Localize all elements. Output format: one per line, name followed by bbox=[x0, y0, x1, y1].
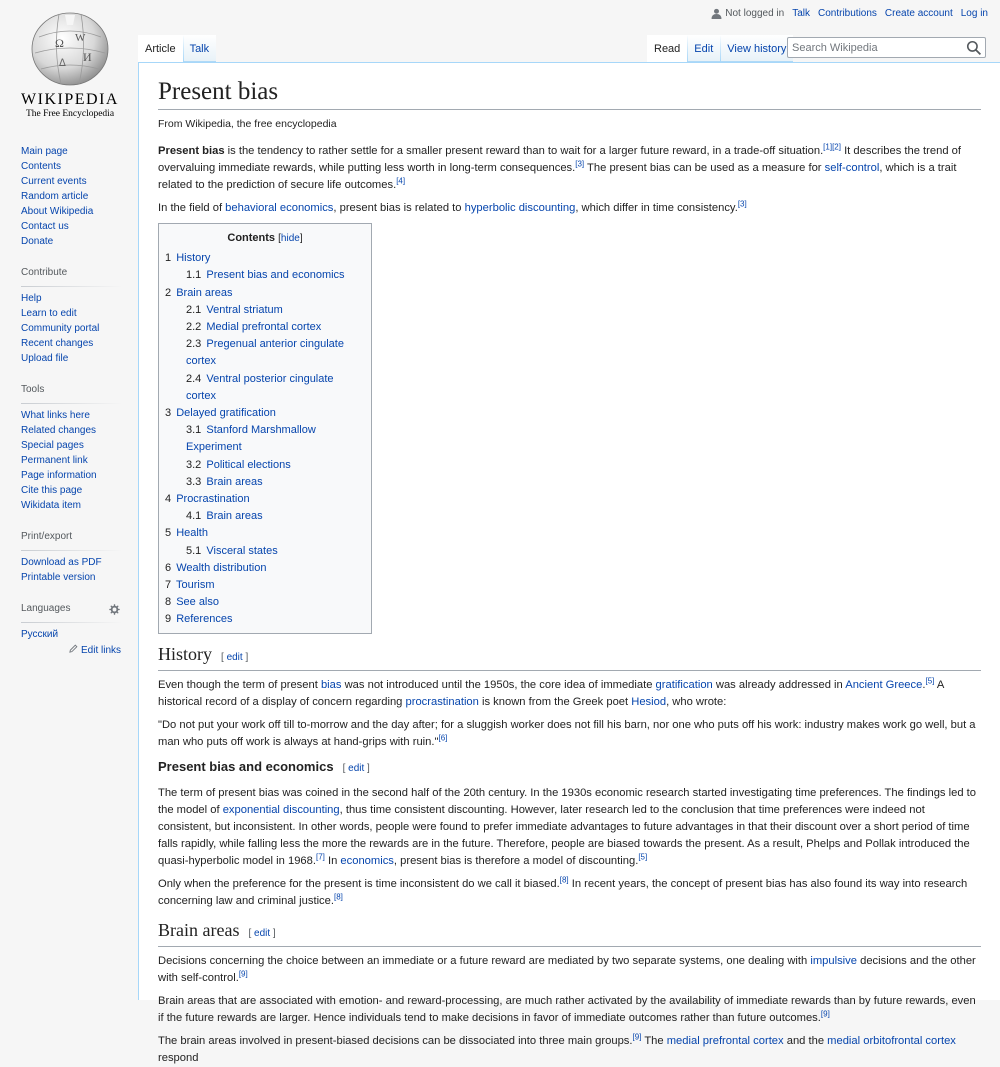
section-heading-history bbox=[158, 642, 981, 671]
toc-text: Brain areas bbox=[176, 286, 233, 299]
sidebar-tools bbox=[21, 380, 121, 513]
tab-edit[interactable] bbox=[687, 35, 720, 62]
ref-6[interactable]: [6] bbox=[438, 732, 448, 742]
link-gratification[interactable]: gratification bbox=[655, 678, 713, 691]
toc-link[interactable] bbox=[165, 252, 210, 264]
section-heading-brain-areas bbox=[158, 918, 981, 947]
toc-number: 6 bbox=[165, 561, 172, 574]
not-logged-in bbox=[711, 8, 784, 19]
toc-item bbox=[165, 285, 365, 405]
svg-text:ᐃ: ᐃ bbox=[59, 58, 66, 69]
sidebar-item-random-article[interactable]: Random article bbox=[21, 191, 89, 202]
toc-link[interactable] bbox=[165, 493, 250, 505]
toc-subitem bbox=[186, 302, 365, 319]
sidebar-item-cite-this-page[interactable]: Cite this page bbox=[21, 485, 83, 496]
toc-subitem bbox=[186, 508, 365, 525]
sidebar-print bbox=[21, 527, 121, 585]
intro-text-2: It describes the trend of overvaluing immediate rewards, while putting less worth in long-term consequences. bbox=[158, 145, 961, 174]
log-in-link[interactable]: Log in bbox=[960, 8, 988, 19]
brain2-text-1: Brain areas that are associated with emotion- and reward-processing, are much rather activated by the availability of immediate rewards than by future rewards, even if the future rewards are larger. Hence individuals tend to make decisions in favor of immediate outcomes rather than future outcomes. bbox=[158, 994, 976, 1024]
section-title-economics: Present bias and economics bbox=[158, 758, 334, 774]
svg-text:W: W bbox=[75, 32, 86, 44]
ref-8b[interactable]: [8] bbox=[333, 891, 343, 901]
economics2-text-2: In recent years, the concept of present bias has also found its way into research concerning law and criminal justice. bbox=[158, 877, 968, 907]
link-exponential-discounting[interactable]: exponential discounting bbox=[222, 803, 340, 816]
link-behavioral-economics[interactable]: behavioral economics bbox=[225, 202, 334, 214]
toc-link[interactable] bbox=[186, 459, 291, 471]
brain-text-2: decisions and the other with self-control. bbox=[158, 954, 976, 984]
intro2-text-3: , which differ in time consistency. bbox=[575, 202, 738, 214]
toc-number: 2.2 bbox=[186, 321, 202, 334]
section-edit-economics: [ edit ] bbox=[342, 762, 370, 774]
view-tabs bbox=[647, 35, 793, 62]
toc-hide-button[interactable]: hide bbox=[280, 233, 300, 244]
toc-subitem bbox=[186, 319, 365, 336]
edit-links[interactable] bbox=[21, 644, 121, 656]
sidebar-navigation bbox=[21, 144, 121, 249]
edit-brain-areas-link[interactable]: edit bbox=[254, 927, 271, 939]
toc-text: Political elections bbox=[206, 458, 291, 471]
sidebar-item-contents[interactable]: Contents bbox=[21, 161, 62, 172]
brain3-text-2: The bbox=[641, 1034, 667, 1047]
link-bias[interactable]: bias bbox=[320, 678, 342, 691]
history-paragraph bbox=[158, 677, 981, 711]
brain3-text-3: and the bbox=[783, 1034, 828, 1047]
intro2-text-2: , present bias is related to bbox=[333, 202, 465, 214]
sidebar-item-upload-file[interactable]: Upload file bbox=[21, 353, 69, 364]
brain-text-1: Decisions concerning the choice between an immediate or a future reward are mediated by two separate systems, one dealing with bbox=[158, 954, 811, 967]
intro-text-3: The present bias can be used as a measure for bbox=[584, 162, 825, 174]
sidebar-item-learn-to-edit[interactable]: Learn to edit bbox=[21, 308, 77, 319]
sidebar-item-about[interactable]: About Wikipedia bbox=[21, 206, 94, 217]
toc-number: 2.4 bbox=[186, 372, 202, 385]
ref-5b[interactable]: [5] bbox=[638, 851, 648, 861]
history-text-1: Even though the term of present bbox=[158, 678, 321, 691]
economics-paragraph-1 bbox=[158, 785, 981, 870]
toc-number: 4.1 bbox=[186, 510, 202, 523]
toc-subitem bbox=[186, 422, 365, 456]
toc-link[interactable] bbox=[186, 321, 321, 333]
link-medial-prefrontal-cortex[interactable]: medial prefrontal cortex bbox=[666, 1034, 784, 1047]
languages-label: Languages bbox=[21, 603, 71, 614]
toc-item bbox=[165, 491, 365, 525]
ref-4[interactable]: [4] bbox=[396, 176, 406, 186]
sidebar-item-main-page[interactable]: Main page bbox=[21, 146, 68, 157]
toc-text: Brain areas bbox=[206, 475, 263, 488]
tab-talk-label[interactable]: Talk bbox=[189, 43, 210, 55]
ref-9c[interactable]: [9] bbox=[632, 1031, 642, 1041]
sidebar-item-language-russian[interactable]: Русский bbox=[21, 629, 59, 640]
intro-paragraph-2 bbox=[158, 200, 981, 217]
sidebar-item-help[interactable]: Help bbox=[21, 293, 42, 304]
history-text-2: was not introduced until the 1950s, the core idea of immediate bbox=[341, 678, 656, 691]
history-text-4: . bbox=[922, 678, 926, 691]
toc-number: 3.3 bbox=[186, 475, 202, 488]
section-heading-economics bbox=[158, 757, 981, 779]
link-impulsive[interactable]: impulsive bbox=[810, 954, 857, 967]
toc-number: 7 bbox=[165, 579, 172, 592]
economics-text-4: , present bias is therefore a model of discounting. bbox=[393, 854, 639, 867]
link-economics[interactable]: economics bbox=[340, 854, 394, 867]
brain-paragraph-3 bbox=[158, 1033, 981, 1067]
search-icon[interactable] bbox=[966, 40, 982, 56]
hesiod-quote bbox=[158, 717, 981, 751]
create-account-link[interactable]: Create account bbox=[884, 8, 953, 19]
toc-text: Medial prefrontal cortex bbox=[206, 321, 322, 334]
sidebar-item-community-portal[interactable]: Community portal bbox=[21, 323, 100, 334]
toc-text: Present bias and economics bbox=[206, 269, 345, 282]
toc-text: Stanford Marshmallow Experiment bbox=[186, 424, 316, 454]
sidebar-item-download-pdf[interactable]: Download as PDF bbox=[21, 557, 102, 568]
toc-title bbox=[165, 230, 365, 247]
toc-number: 5.1 bbox=[186, 544, 202, 557]
toc-link[interactable] bbox=[186, 373, 334, 402]
tab-read-label: Read bbox=[654, 43, 681, 55]
history-text-7: , who wrote: bbox=[666, 695, 727, 708]
personal-contributions-link[interactable]: Contributions bbox=[818, 8, 877, 19]
toc-link[interactable] bbox=[165, 579, 215, 591]
toc-item bbox=[165, 250, 365, 284]
link-hesiod[interactable]: Hesiod bbox=[631, 695, 667, 708]
search-box bbox=[787, 37, 986, 58]
link-medial-orbitofrontal-cortex[interactable]: medial orbitofrontal cortex bbox=[827, 1034, 956, 1047]
tab-read[interactable] bbox=[647, 35, 687, 62]
section-edit-history: [ edit ] bbox=[221, 651, 249, 663]
sidebar bbox=[21, 144, 121, 670]
main-content bbox=[138, 62, 1000, 1064]
ref-9[interactable]: [9] bbox=[238, 968, 248, 978]
toc-subitem bbox=[186, 457, 365, 474]
toc-link[interactable] bbox=[186, 304, 283, 316]
history-text-3: was already addressed in bbox=[712, 678, 846, 691]
toc-subitem bbox=[186, 267, 365, 284]
brain-paragraph-1 bbox=[158, 953, 981, 987]
toc-text: Visceral states bbox=[206, 544, 278, 557]
sidebar-item-donate[interactable]: Donate bbox=[21, 236, 54, 247]
tab-talk[interactable] bbox=[183, 35, 217, 62]
toc-text: See also bbox=[176, 596, 219, 609]
edit-links-label[interactable]: Edit links bbox=[80, 645, 121, 656]
toc-link[interactable] bbox=[186, 476, 263, 488]
svg-text:Ω: Ω bbox=[55, 36, 64, 50]
toc-link[interactable] bbox=[186, 269, 345, 281]
toc-link[interactable] bbox=[186, 424, 316, 453]
toc-text: History bbox=[176, 252, 211, 265]
toc-number: 2 bbox=[165, 286, 172, 299]
toc-item bbox=[165, 560, 365, 577]
edit-economics-link[interactable]: edit bbox=[348, 762, 365, 774]
sidebar-item-contact[interactable]: Contact us bbox=[21, 221, 69, 232]
ref-1-2[interactable]: [1][2] bbox=[823, 142, 841, 152]
toc-item bbox=[165, 525, 365, 559]
toc-toggle: [hide] bbox=[278, 233, 303, 244]
toc-text: Pregenual anterior cingulate cortex bbox=[186, 338, 344, 368]
tab-view-history-label[interactable]: View history bbox=[727, 43, 787, 55]
link-ancient-greece[interactable]: Ancient Greece bbox=[845, 678, 923, 691]
toc-number: 5 bbox=[165, 527, 172, 540]
ref-3[interactable]: [3] bbox=[575, 159, 585, 169]
economics-text-2: , thus time consistent discounting. However, later research led to the conclusion that time preferences were indeed not consistent, but inconsistent. In other words, people were found to prefer immediate advantages to future advantages in that their discount over a short period of time falls rapidly, while falling less the more the rewards are in the future. Therefore, people are biased towards the present. As a result, Phelps and Pollak introduced the quasi-hyperbolic model in 1968. bbox=[158, 803, 970, 867]
intro-bold-term: Present bias bbox=[158, 145, 225, 157]
sidebar-heading-tools: Tools bbox=[21, 380, 121, 404]
toc-number: 1.1 bbox=[186, 269, 202, 282]
toc-text: Wealth distribution bbox=[176, 561, 267, 574]
toc-item bbox=[165, 611, 365, 628]
toc-number: 3.2 bbox=[186, 458, 202, 471]
link-self-control[interactable]: self-control bbox=[824, 162, 880, 174]
sidebar-item-related-changes[interactable]: Related changes bbox=[21, 425, 97, 436]
sidebar-item-wikidata-item[interactable]: Wikidata item bbox=[21, 500, 82, 511]
toc-text: Ventral striatum bbox=[206, 303, 283, 316]
toc-text: Health bbox=[176, 527, 208, 540]
tab-view-history[interactable] bbox=[720, 35, 793, 62]
toc-subitem bbox=[186, 474, 365, 491]
intro-text-1: is the tendency to rather settle for a smaller present reward than to wait for a larger future reward, in a trade-off situation. bbox=[224, 145, 824, 157]
ref-7[interactable]: [7] bbox=[315, 851, 325, 861]
economics2-text-1: Only when the preference for the present is time inconsistent do we call it biased. bbox=[158, 877, 560, 890]
toc-text: References bbox=[176, 613, 233, 626]
toc-number: 2.1 bbox=[186, 303, 202, 316]
logo-tagline: The Free Encyclopedia bbox=[25, 109, 115, 119]
ref-3b[interactable]: [3] bbox=[737, 199, 747, 209]
toc-item bbox=[165, 405, 365, 491]
personal-tools bbox=[711, 8, 988, 19]
pencil-icon bbox=[69, 644, 78, 653]
toc-link[interactable] bbox=[165, 287, 232, 299]
link-hyperbolic-discounting[interactable]: hyperbolic discounting bbox=[464, 202, 576, 214]
toc-link[interactable] bbox=[165, 562, 266, 574]
section-edit-brain-areas: [ edit ] bbox=[248, 927, 276, 939]
toc-list bbox=[165, 250, 365, 628]
toc-link[interactable] bbox=[165, 407, 276, 419]
toc-number: 1 bbox=[165, 252, 172, 265]
sidebar-contribute bbox=[21, 263, 121, 366]
toc-item bbox=[165, 577, 365, 594]
section-title-history: History bbox=[158, 643, 212, 664]
page-title: Present bias bbox=[158, 77, 981, 110]
toc-text: Delayed gratification bbox=[176, 407, 276, 420]
personal-talk-link[interactable]: Talk bbox=[792, 8, 810, 19]
wikipedia-logo[interactable] bbox=[20, 8, 120, 123]
economics-text-1: The term of present bias was coined in the second half of the 20th century. In the 1930s economic research started investigating time preferences. The findings led to the model of bbox=[158, 786, 976, 816]
edit-history-link[interactable]: edit bbox=[226, 651, 243, 663]
toc-link[interactable] bbox=[186, 510, 263, 522]
history-text-6: is known from the Greek poet bbox=[478, 695, 632, 708]
user-icon bbox=[711, 8, 722, 19]
gear-icon[interactable] bbox=[108, 603, 121, 616]
toc-text: Brain areas bbox=[206, 510, 263, 523]
sidebar-item-what-links-here[interactable]: What links here bbox=[21, 410, 90, 421]
ref-5[interactable]: [5] bbox=[925, 675, 935, 685]
sidebar-item-permanent-link[interactable]: Permanent link bbox=[21, 455, 88, 466]
toc-subitem bbox=[186, 371, 365, 405]
link-procrastination[interactable]: procrastination bbox=[405, 695, 479, 708]
toc-text: Procrastination bbox=[176, 493, 250, 506]
sidebar-heading-languages bbox=[21, 599, 121, 623]
tab-edit-label[interactable]: Edit bbox=[694, 43, 714, 55]
namespace-tabs bbox=[138, 35, 216, 62]
toc-number: 3.1 bbox=[186, 424, 202, 437]
site-subtitle: From Wikipedia, the free encyclopedia bbox=[158, 118, 337, 130]
history-text-5: A historical record of a display of concern regarding bbox=[158, 678, 944, 708]
toc-link[interactable] bbox=[165, 527, 208, 539]
toc-number: 3 bbox=[165, 407, 172, 420]
search-input[interactable] bbox=[788, 39, 966, 58]
economics-text-3: In bbox=[324, 854, 341, 867]
brain3-text-1: The brain areas involved in present-biased decisions can be dissociated into three main groups. bbox=[158, 1034, 633, 1047]
sidebar-item-current-events[interactable]: Current events bbox=[21, 176, 87, 187]
sidebar-heading-contribute: Contribute bbox=[21, 263, 121, 287]
toc-link[interactable] bbox=[165, 613, 232, 625]
ref-8[interactable]: [8] bbox=[559, 874, 569, 884]
toc-subitem bbox=[186, 543, 365, 560]
toc-link[interactable] bbox=[186, 545, 278, 557]
sidebar-item-printable-version[interactable]: Printable version bbox=[21, 572, 96, 583]
toc-number: 2.3 bbox=[186, 338, 202, 351]
sidebar-languages bbox=[21, 599, 121, 656]
economics-paragraph-2 bbox=[158, 876, 981, 910]
sidebar-item-recent-changes[interactable]: Recent changes bbox=[21, 338, 94, 349]
logo-wordmark: WIKIPEDIA bbox=[21, 91, 119, 108]
toc-title-label: Contents bbox=[227, 232, 276, 244]
toc-number: 9 bbox=[165, 613, 172, 626]
intro-text-4: , which is a trait related to the prediction of secure life outcomes. bbox=[158, 162, 957, 191]
toc-text: Tourism bbox=[175, 579, 215, 592]
svg-text:И: И bbox=[83, 50, 92, 64]
sidebar-item-special-pages[interactable]: Special pages bbox=[21, 440, 84, 451]
sidebar-heading-print: Print/export bbox=[21, 527, 121, 551]
table-of-contents bbox=[158, 223, 372, 634]
brain-paragraph-2 bbox=[158, 993, 981, 1027]
toc-number: 8 bbox=[165, 596, 172, 609]
toc-link[interactable] bbox=[165, 596, 219, 608]
ref-9b[interactable]: [9] bbox=[820, 1008, 830, 1018]
puzzle-globe-icon bbox=[29, 11, 111, 87]
tab-article[interactable] bbox=[138, 35, 183, 62]
toc-text: Ventral posterior cingulate cortex bbox=[186, 372, 334, 402]
toc-subitem bbox=[186, 336, 365, 370]
sidebar-item-page-information[interactable]: Page information bbox=[21, 470, 97, 481]
section-title-brain-areas: Brain areas bbox=[158, 919, 240, 940]
tab-article-label: Article bbox=[145, 43, 176, 55]
brain3-text-4: respond bbox=[158, 1051, 199, 1064]
not-logged-in-label: Not logged in bbox=[725, 8, 785, 19]
intro-paragraph bbox=[158, 143, 981, 194]
toc-item bbox=[165, 594, 365, 611]
intro2-text-1: In the field of bbox=[158, 202, 226, 214]
toc-number: 4 bbox=[165, 493, 172, 506]
quote-text: "Do not put your work off till to-morrow and the day after; for a sluggish worker does not fill his barn, nor one who puts off his work: industry makes work go well, but a man who puts off work is always at hand-grips with ruin." bbox=[158, 718, 976, 748]
toc-link[interactable] bbox=[186, 338, 344, 367]
